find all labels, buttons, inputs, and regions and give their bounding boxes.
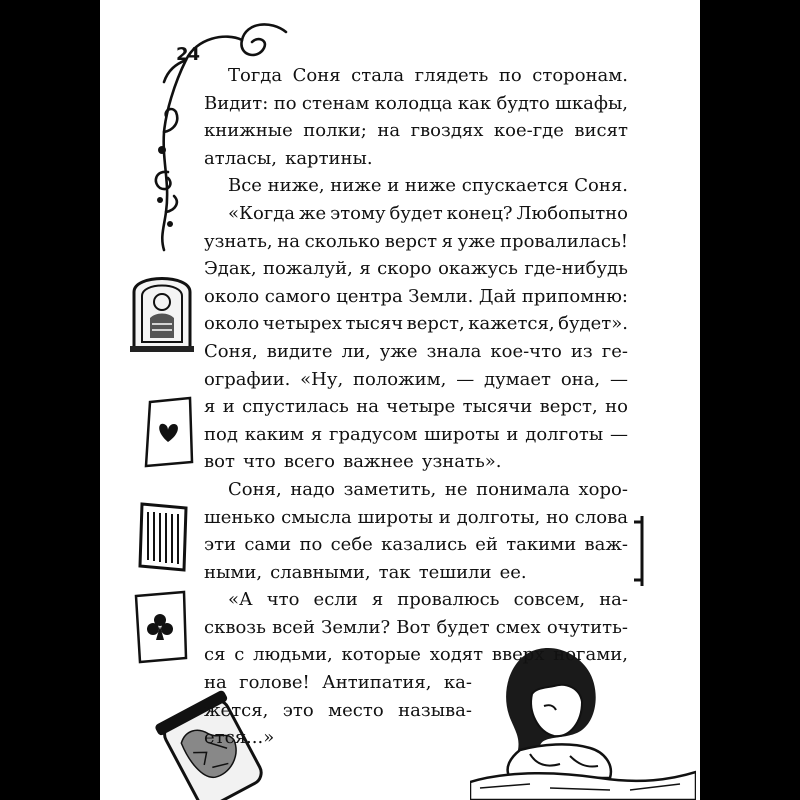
word: провалюсь [397,589,500,611]
word: спустилась [242,396,349,418]
word: людьми, [253,644,333,666]
word: ниже [330,175,382,197]
word: стенам [301,92,370,114]
word: славными, [270,561,371,583]
word: кое-что [490,340,562,362]
word: понимала [476,478,570,500]
club-card-icon [132,590,190,664]
word: будто [496,92,550,114]
word: голове! [239,672,310,694]
word: полки; [303,120,367,142]
word: висят [574,120,628,142]
word: положим, [352,368,447,390]
word: ниже, [267,175,325,197]
text-line [204,338,628,366]
word: на- [599,589,628,611]
word: около [204,285,260,307]
word: по [498,65,522,86]
text-line [204,724,628,752]
word: ка- [443,672,472,694]
word: Соня. [574,175,628,197]
text-line [204,310,628,338]
word: Тогда [228,65,283,86]
word: тысяч [345,313,404,335]
word: думает [484,368,552,390]
word: что [266,589,300,611]
word: ей [475,534,498,556]
word: из [570,340,593,362]
word: картины. [285,147,373,169]
word: на [204,672,227,694]
word: жется, [204,699,269,721]
text-line [204,559,628,587]
word: на [356,396,379,418]
text-line [204,697,472,725]
body-text [204,62,628,752]
word: но [546,506,569,528]
word: книжные [204,120,293,142]
word: — [609,423,628,445]
word: долготы, [456,506,541,528]
word: себе [330,534,373,556]
text-line [204,641,628,669]
word: колодца [374,92,453,114]
word: очутить- [546,616,628,638]
word: всей [272,616,315,638]
text-line [204,172,628,200]
word: я [441,230,454,252]
word: четырех [262,313,342,335]
word: кажется, [468,313,555,335]
word: видите [266,340,333,362]
word: уже [379,340,418,362]
word: около [204,313,260,335]
word: стала [351,65,405,86]
word: гвоздях [410,120,484,142]
word: что [243,451,276,473]
text-line [204,669,472,697]
text-line [204,145,628,173]
word: сколько [304,230,381,252]
lantern-illustration [128,268,196,354]
word: слова [574,506,628,528]
text-line [204,448,628,476]
left-letterbox [0,0,100,800]
word: ными, [204,561,263,583]
word: как [457,92,492,114]
word: Соня [292,65,341,86]
word: Соня, [228,478,282,500]
word: «Когда [228,202,296,224]
word: казались [381,534,467,556]
word: же [298,202,327,224]
word: надо [290,478,335,500]
word: важ- [584,534,628,556]
word: сами [244,534,292,556]
word: это [282,699,314,721]
word: «Ну, [300,368,344,390]
word: заметить, [343,478,437,500]
word: такими [506,534,577,556]
word: четыре [386,396,456,418]
word: всего [283,451,335,473]
word: широты [424,423,500,445]
word: ге- [601,340,628,362]
word: с [234,644,245,666]
word: верст [384,230,438,252]
word: Видит: [204,92,269,114]
word: хоро- [578,478,628,500]
text-line [204,228,628,256]
word: будет [436,616,490,638]
text-line [204,586,628,614]
word: широты [357,506,433,528]
word: кое-где [493,120,564,142]
word: — [456,368,475,390]
word: «А [228,589,253,611]
word: которые [341,644,421,666]
word: шенько [204,506,276,528]
word: на [277,230,300,252]
text-line [204,393,628,421]
word: верст, [406,313,465,335]
heart-card-icon [140,396,196,468]
word: и [387,175,400,197]
word: узнать». [421,451,502,473]
right-letterbox [700,0,800,800]
word: атласы, [204,147,277,169]
word: она, [560,368,601,390]
word: эти [204,534,237,556]
word: Все [228,175,262,197]
word: совсем, [513,589,586,611]
word: окажусь [438,258,518,280]
text-line [204,62,628,90]
word: глядеть [414,65,489,86]
word: по [273,92,297,114]
word: припомню: [521,285,628,307]
word: Земли. [408,285,474,307]
word: под [204,423,238,445]
word: важнее [343,451,414,473]
word: не [444,478,468,500]
word: где-нибудь [524,258,628,280]
word: этому [330,202,386,224]
word: Любопытно [516,202,628,224]
word: ниже [404,175,457,197]
word: Дай [478,285,517,307]
word: называ- [398,699,472,721]
word: скоро [377,258,432,280]
text-line [204,476,628,504]
text-line [204,421,628,449]
word: знала [426,340,482,362]
word: Соня, [204,340,258,362]
word: я [359,258,371,280]
word: Земли? [321,616,391,638]
word: верст, [539,396,598,418]
word: сквозь [204,616,266,638]
word: будет». [558,313,628,335]
word: и [222,396,235,418]
word: место [328,699,384,721]
text-line [204,614,628,642]
word: так [378,561,411,583]
page-number: 24 [176,44,200,65]
word: — [609,368,628,390]
word: пожалуй, [263,258,353,280]
word: я [371,589,384,611]
word: будет [389,202,443,224]
word: Антипатия, [322,672,432,694]
word: градусом [329,423,418,445]
word: провалилась! [500,230,628,252]
word: долготы [525,423,604,445]
word: спускается [461,175,569,197]
word: тешили [418,561,492,583]
word: шкафы, [555,92,628,114]
card-back-icon [136,500,192,574]
word: и [506,423,519,445]
text-line [204,531,628,559]
word: тысячи [462,396,533,418]
word: я [310,423,323,445]
word: самого [264,285,331,307]
word: вот [204,451,235,473]
text-line [204,504,628,532]
word: каким [244,423,304,445]
word: Вот [396,616,431,638]
text-line [204,283,628,311]
word: ли, [341,340,371,362]
word: ся [204,644,226,666]
word: конец? [446,202,513,224]
text-line [204,90,628,118]
word: сторонам. [532,65,628,86]
word: смех [495,616,541,638]
text-line [204,117,628,145]
word: ографии. [204,368,291,390]
word: ее. [499,561,527,583]
word: ется...» [204,727,275,749]
word: и [438,506,451,528]
text-line [204,255,628,283]
word: Эдак, [204,258,257,280]
word: ходят [429,644,484,666]
word: ногами, [553,644,628,666]
text-line [204,366,628,394]
word: узнать, [204,230,273,252]
word: но [605,396,628,418]
word: если [313,589,358,611]
word: по [299,534,323,556]
word: уже [457,230,496,252]
word: на [377,120,401,142]
text-line [204,200,628,228]
word: я [204,396,216,418]
word: вверх [491,644,545,666]
margin-bracket-icon [630,514,650,588]
word: смысла [281,506,352,528]
word: центра [336,285,403,307]
